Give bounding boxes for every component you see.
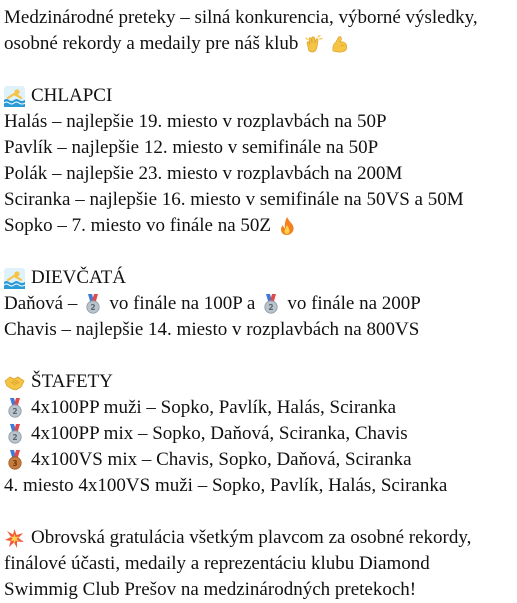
result-row — [4, 135, 513, 161]
svg-text:2: 2 — [90, 303, 96, 312]
result-name: Daňová – — [4, 293, 78, 314]
result-text: Chavis – najlepšie 14. miesto v rozplavbách na 800VS — [4, 319, 420, 340]
swimmer-icon — [4, 86, 25, 107]
result-row — [4, 187, 513, 213]
girls-heading: DIEVČATÁ — [31, 267, 126, 288]
relay-text: 4x100PP mix – Sopko, Daňová, Sciranka, Chavis — [31, 423, 408, 444]
handshake-icon — [4, 372, 25, 393]
result-text: vo finále na 200P — [287, 293, 421, 314]
result-text: vo finále na 100P a — [109, 293, 256, 314]
result-row-danova — [4, 291, 513, 317]
clapping-hands-icon — [304, 34, 324, 54]
silver-medal-icon — [83, 294, 103, 314]
result-row — [4, 161, 513, 187]
fire-icon — [277, 216, 297, 236]
closing-line-3 — [4, 577, 513, 603]
boys-heading: CHLAPCI — [31, 85, 113, 106]
closing-line-1 — [4, 525, 513, 551]
result-text: Sopko – 7. miesto vo finále na 50Z — [4, 215, 272, 236]
closing-text-1: Obrovská gratulácia všetkým plavcom za osobné rekordy, — [31, 527, 472, 548]
relay-row — [4, 473, 513, 499]
intro-line-2 — [4, 31, 513, 57]
result-text: Polák – najlepšie 23. miesto v rozplavbách na 200M — [4, 163, 403, 184]
intro-text-1: Medzinárodné preteky – silná konkurencia, výborné výsledky, — [4, 7, 478, 28]
svg-text:2: 2 — [11, 433, 18, 442]
svg-text:2: 2 — [268, 303, 274, 312]
relay-text: 4. miesto 4x100VS muži – Sopko, Pavlík, Halás, Sciranka — [4, 475, 448, 496]
swimmer-icon — [4, 268, 25, 289]
relay-row — [4, 447, 513, 473]
svg-text:3: 3 — [11, 459, 18, 468]
result-text: Halás – najlepšie 19. miesto v rozplavbách na 50P — [4, 111, 387, 132]
relay-text: 4x100VS mix – Chavis, Sopko, Daňová, Sciranka — [31, 449, 412, 470]
boys-heading-row — [4, 83, 513, 109]
closing-text-2: finálové účasti, medaily a reprezentáciu klubu Diamond — [4, 553, 430, 574]
silver-medal-icon — [261, 294, 281, 314]
result-text: Sciranka – najlepšie 16. miesto v semifinále na 50VS a 50M — [4, 189, 464, 210]
relay-row — [4, 421, 513, 447]
girls-heading-row — [4, 265, 513, 291]
relay-text: 4x100PP muži – Sopko, Pavlík, Halás, Sciranka — [31, 397, 397, 418]
result-row — [4, 317, 513, 343]
collision-icon — [4, 528, 25, 549]
closing-line-2 — [4, 551, 513, 577]
flexed-biceps-icon — [330, 34, 350, 54]
relays-heading: ŠTAFETY — [31, 371, 113, 392]
intro-text-2: osobné rekordy a medaily pre náš klub — [4, 33, 299, 54]
result-row — [4, 213, 513, 239]
closing-text-3: Swimmig Club Prešov na medzinárodných pretekoch! — [4, 579, 417, 600]
intro-line-1 — [4, 5, 513, 31]
relay-row — [4, 395, 513, 421]
silver-medal-icon — [4, 424, 25, 445]
silver-medal-icon — [4, 398, 25, 419]
bronze-medal-icon — [4, 450, 25, 471]
relays-heading-row — [4, 369, 513, 395]
result-row — [4, 109, 513, 135]
svg-text:2: 2 — [11, 407, 18, 416]
result-text: Pavlík – najlepšie 12. miesto v semifinále na 50P — [4, 137, 379, 158]
